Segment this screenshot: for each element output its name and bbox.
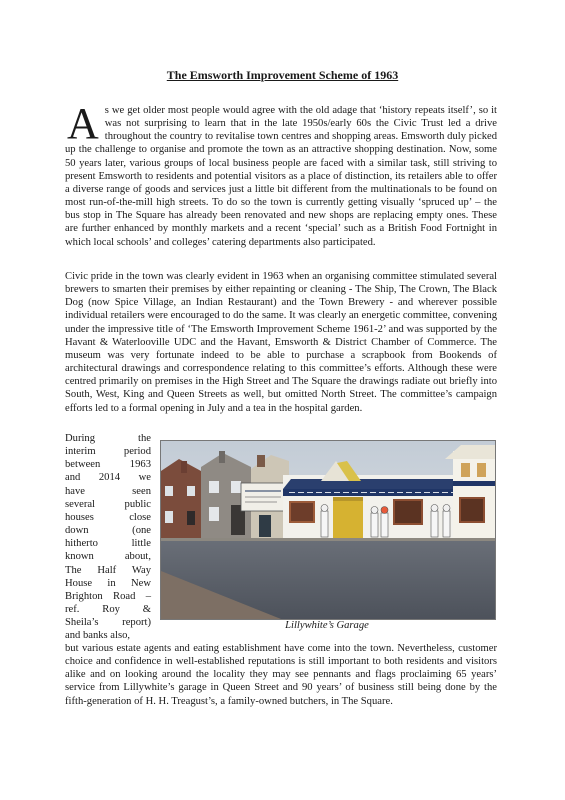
document-title: The Emsworth Improvement Scheme of 1963	[166, 68, 399, 82]
side-line: and banks also,	[65, 630, 131, 642]
side-line: down (one	[65, 525, 151, 537]
garage-photo	[160, 440, 496, 620]
side-line: several public	[65, 498, 151, 510]
side-line: between 1963	[65, 459, 151, 471]
side-line: interim period	[65, 446, 151, 458]
side-line: Sheila’s report)	[65, 617, 151, 629]
side-line: The Half Way	[65, 564, 151, 576]
side-line: House in New	[65, 577, 151, 589]
garage-figure	[157, 440, 497, 638]
side-line: known about,	[65, 551, 151, 563]
side-line: have seen	[65, 485, 151, 497]
side-line: hitherto little	[65, 538, 151, 550]
closing-paragraph: but various estate agents and eating establishment have come into the town. Nevertheless, customer choice and confidence in well-established reputations is still important to both residents and visitors alike and on looking around the locality they may see pennants and flags proclaiming 65 years’ service from Lillywhite’s garage in Queen Street and 90 years’ of business still being done by the fifth-generation of H. H. Treagust’s, a family-owned butchers, in The Square.	[65, 643, 497, 707]
intro-paragraph	[65, 99, 497, 249]
garage-photo-illustration	[161, 441, 495, 619]
side-line: houses close	[65, 511, 151, 523]
side-column-paragraph	[65, 432, 151, 643]
side-line: Brighton Road –	[65, 590, 151, 602]
intro-paragraph-text: s we get older most people would agree with the old adage that ‘history repeats itself’, so it was not surprising to learn that in the late 1950s/early 60s the Civic Trust led a drive throughout the country to revitalise town centres and shopping areas. Emsworth duly picked up the challenge to organise and promote the town as an attractive shopping destination. Now, some 50 years later, various groups of local business people are faced with a similar task, still striving to present Emsworth to residents and potential visitors as a place of distinction, its retailers able to offer a diverse range of goods and services just a little bit different from the multinationals to be found on most run-of-the-mill high streets. To do so the town is currently getting visually ‘spruced up’ – the bus stop in The Square has already been renovated and new shops are replacing empty ones. These are further enhanced by monthly markets and a recent ‘special’ such as a British Food Fortnight in which local schools’ and colleges’ catering departments also participated.	[65, 105, 497, 248]
side-line: ref. Roy &	[65, 604, 151, 616]
side-line: and 2014 we	[65, 472, 151, 484]
figure-caption: Lillywhite’s Garage	[285, 620, 369, 631]
civic-pride-paragraph: Civic pride in the town was clearly evident in 1963 when an organising committee stimulated several brewers to smarten their premises by either repainting or cleaning - The Ship, The Crown, The Black Dog (now Spice Village, an Indian Restaurant) and the Town Brewery - and wherever possible individual retailers were encouraged to do the same. It was clearly an energetic committee, convening under the impressive title of ‘The Emsworth Improvement Scheme 1961-2’ and was supported by the Havant & Waterlooville UDC and the Havant, Emsworth & District Chamber of Commerce. The museum was very fortunate indeed to be able to purchase a scrapbook from Bookends of architectural drawings and correspondence relating to this committee’s efforts. Although these were centred primarily on premises in the High Street and The Square the drawings radiate out briefly into South, West, King and Queen Streets as well, but omitted North Street. The committee’s campaign efforts led to a formal opening in July and a tea in the hospital garden.	[65, 271, 497, 414]
side-line: During the	[65, 433, 151, 444]
drop-cap: A	[67, 99, 99, 148]
